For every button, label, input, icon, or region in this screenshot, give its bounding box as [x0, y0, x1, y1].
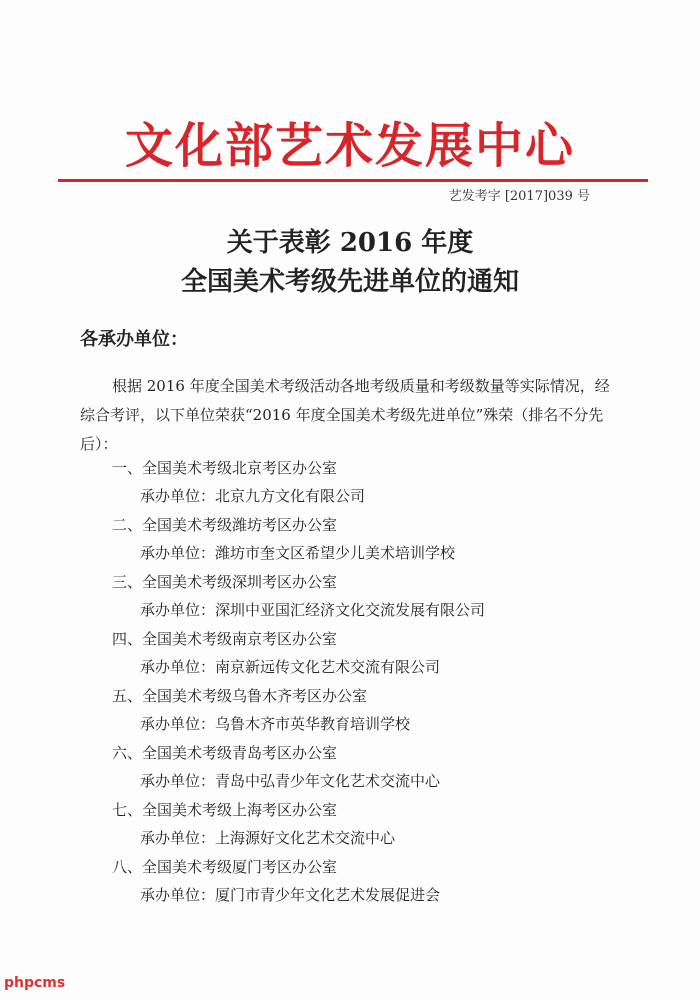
host-unit: 承办单位：乌鲁木齐市英华教育培训学校 [140, 715, 411, 733]
site-watermark: phpcms [4, 975, 66, 991]
host-unit: 承办单位：北京九方文化有限公司 [140, 487, 366, 505]
host-unit: 承办单位：上海源好文化艺术交流中心 [140, 829, 396, 847]
office-name: 五、全国美术考级乌鲁木齐考区办公室 [112, 687, 368, 705]
office-name: 八、全国美术考级厦门考区办公室 [112, 858, 338, 876]
list-item [0, 798, 700, 855]
notice-title-line-2: 全国美术考级先进单位的通知 [180, 267, 519, 297]
list-item [0, 456, 700, 513]
list-item [0, 684, 700, 741]
office-name: 六、全国美术考级青岛考区办公室 [112, 744, 338, 762]
office-name: 三、全国美术考级深圳考区办公室 [112, 573, 338, 591]
list-item [0, 741, 700, 798]
list-item [0, 513, 700, 570]
host-unit: 承办单位：厦门市青少年文化艺术发展促进会 [140, 886, 441, 904]
office-name: 四、全国美术考级南京考区办公室 [112, 630, 338, 648]
organization-letterhead: 文化部艺术发展中心 [124, 118, 575, 174]
host-unit: 承办单位：南京新远传文化艺术交流有限公司 [140, 658, 441, 676]
body-paragraph: 根据 2016 年度全国美术考级活动各地考级质量和考级数量等实际情况，经综合考评，以下单位荣获“2016 年度全国美术考级先进单位”殊荣（排名不分先后）： [80, 377, 610, 453]
office-name: 一、全国美术考级北京考区办公室 [112, 459, 338, 477]
letterhead-divider [58, 179, 648, 182]
list-item [0, 570, 700, 627]
document-number: 艺发考字 [2017]039 号 [448, 189, 590, 204]
addressee: 各承办单位： [80, 329, 188, 350]
notice-title-line-1: 关于表彰 2016 年度 [226, 228, 474, 258]
host-unit: 承办单位：青岛中弘青少年文化艺术交流中心 [140, 772, 441, 790]
office-name: 七、全国美术考级上海考区办公室 [112, 801, 338, 819]
list-item [0, 855, 700, 912]
office-name: 二、全国美术考级潍坊考区办公室 [112, 516, 338, 534]
list-item [0, 627, 700, 684]
host-unit: 承办单位：潍坊市奎文区希望少儿美术培训学校 [140, 544, 456, 562]
host-unit: 承办单位：深圳中亚国汇经济文化交流发展有限公司 [140, 601, 486, 619]
award-unit-list [0, 456, 700, 912]
